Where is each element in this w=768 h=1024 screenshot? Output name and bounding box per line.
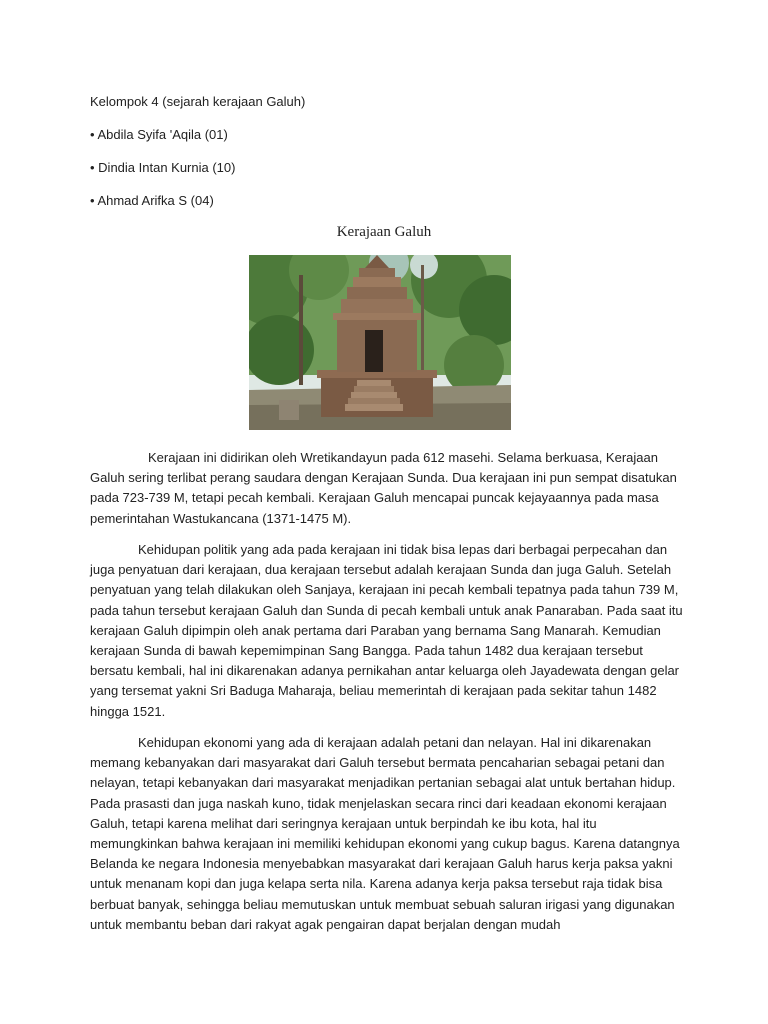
- group-title: Kelompok 4 (sejarah kerajaan Galuh): [90, 94, 306, 109]
- temple-illustration: [249, 255, 511, 430]
- member-item: • Ahmad Arifka S (04): [90, 193, 214, 208]
- temple-photo: [249, 255, 511, 430]
- paragraph: Kehidupan ekonomi yang ada di kerajaan adalah petani dan nelayan. Hal ini dikarenakan memang kebanyakan dari masyarakat dari Galuh tersebut bermata pencaharian sebagai petani dan nelayan, tetapi kebanyakan dari masyarakat menjadikan pertanian sebagai alat untuk bertahan hidup. Pada prasasti dan juga naskah kuno, tidak menjelaskan secara rinci dari keadaan ekonomi kerajaan Galuh, tetapi karena melihat dari seringnya kerajaan untuk berpindah ke ibu kota, hal itu memungkinkan bahwa kerajaan ini memiliki kehidupan ekonomi yang cukup bagus. Karena datangnya Belanda ke negara Indonesia menyebabkan masyarakat dari kerajaan Galuh harus kerja paksa yakni untuk menanam kopi dan juga kelapa serta nila. Karena adanya kerja paksa tersebut raja tidak bisa berbuat banyak, sehingga beliau memutuskan untuk membuat sebuah saluran irigasi yang digunakan untuk membantu beban dari rakyat agak pengairan dapat berjalan dengan mudah: [90, 735, 680, 932]
- member-item: • Dindia Intan Kurnia (10): [90, 160, 236, 175]
- group-header: [90, 92, 305, 224]
- document-title: Kerajaan Galuh: [336, 224, 432, 240]
- paragraph: Kerajaan ini didirikan oleh Wretikandayun pada 612 masehi. Selama berkuasa, Kerajaan Galuh sering terlibat perang saudara dengan Kerajaan Sunda. Dua kerajaan ini pun sempat disatukan pada 723-739 M, tetapi pecah kembali. Kerajaan Galuh mencapai puncak kejayaannya pada masa pemerintahan Wastukancana (1371-1475 M).: [90, 450, 677, 526]
- member-item: • Abdila Syifa 'Aqila (01): [90, 127, 228, 142]
- paragraph: Kehidupan politik yang ada pada kerajaan ini tidak bisa lepas dari berbagai perpecahan dan juga penyatuan dari kerajaan, dua kerajaan tersebut adalah kerajaan Sunda dan juga Galuh. Setelah penyatuan yang telah dilakukan oleh Sanjaya, kerajaan ini pecah kembali tepatnya pada tahun 739 M, pada tahun tersebut kerajaan Galuh dan Sunda di pecah kembali untuk anak Panaraban. Pada saat itu kerajaan Galuh dipimpin oleh anak pertama dari Paraban yang bernama Sang Manarah. Kemudian kerajaan Sunda di bawah kepemimpinan Sang Bangga. Pada tahun 1482 dua kerajaan tersebut bersatu kembali, hal ini dikarenakan adanya pernikahan antar keluarga oleh Jayadewata dengan gelar yang tersemat yakni Sri Baduga Maharaja, beliau memerintah di kerajaan pada sekitar tahun 1482 hingga 1521.: [90, 542, 683, 719]
